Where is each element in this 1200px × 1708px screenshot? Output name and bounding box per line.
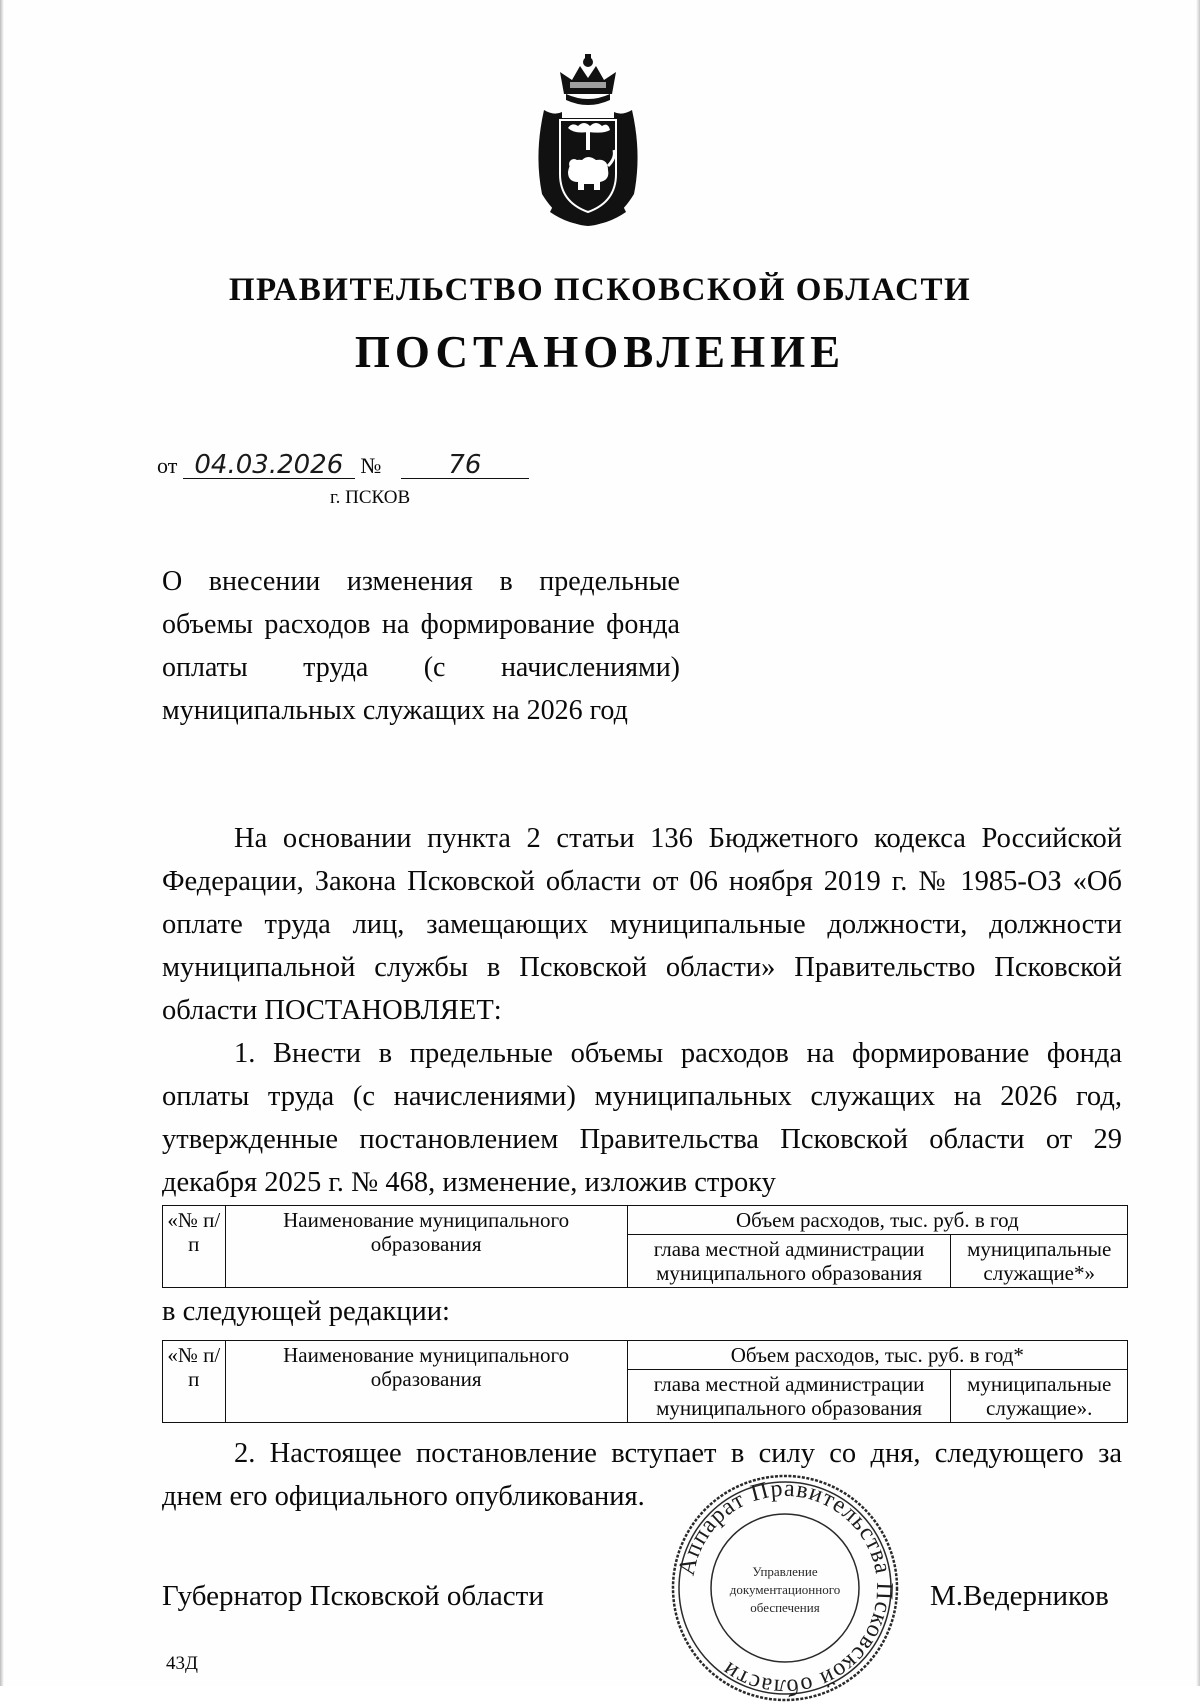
official-seal-stamp — [665, 1468, 905, 1708]
redaction-label: в следующей редакции: — [162, 1296, 450, 1327]
seal-inner-line-3: обеспечения — [750, 1600, 820, 1615]
table-new-number-header: «№ п/п — [163, 1341, 226, 1423]
table-old-group-header: Объем расходов, тыс. руб. в год — [627, 1206, 1127, 1235]
table-new-name-header: Наименование муниципального образования — [225, 1341, 627, 1423]
document-date: 04.03.2026 — [183, 452, 355, 479]
new-row-table — [162, 1340, 1128, 1423]
table-new-group-header: Объем расходов, тыс. руб. в год* — [627, 1341, 1127, 1370]
table-old-name-header: Наименование муниципального образования — [225, 1206, 627, 1288]
signatory-position: Губернатор Псковской области — [162, 1580, 544, 1612]
document-code: 43Д — [166, 1653, 198, 1674]
document-body — [162, 817, 1122, 1204]
document-type-title: ПОСТАНОВЛЕНИЕ — [354, 327, 846, 377]
number-sign: № — [360, 453, 382, 478]
item-1-paragraph: 1. Внести в предельные объемы расходов на формирование фонда оплаты труда (с начислениями) муниципальных служащих на 2026 год, утвержденные постановлением Правительства Псковской области от 29 декабря 2025 г. № 468, изменение, изложив строку — [162, 1038, 1122, 1198]
preamble-paragraph: На основании пункта 2 статьи 136 Бюджетного кодекса Российской Федерации, Закона Псковской области от 06 ноября 2019 г. № 1985-ОЗ «Об оплате труда лиц, замещающих муниципальные должности, должности муниципальной службы в Псковской области» Правительство Псковской области ПОСТАНОВЛЯЕТ: — [162, 823, 1122, 1026]
document-number: 76 — [401, 452, 529, 479]
item-2-paragraph: 2. Настоящее постановление вступает в силу со дня, следующего за днем его официального опубликования. — [162, 1438, 1122, 1512]
organization-title: ПРАВИТЕЛЬСТВО ПСКОВСКОЙ ОБЛАСТИ — [228, 272, 972, 308]
table-old-head-header: глава местной администрации муниципального образования — [627, 1235, 951, 1288]
signatory-name: М.Ведерников — [930, 1580, 1109, 1612]
scan-edge-right — [1196, 0, 1200, 1686]
table-new-head-header: глава местной администрации муниципального образования — [627, 1370, 951, 1423]
city-label: г. ПСКОВ — [330, 487, 411, 508]
seal-outer-text: Аппарат Правительства Псковской области — [673, 1475, 898, 1701]
scan-edge-left — [0, 0, 4, 1686]
table-new-staff-header: муниципальные служащие». — [951, 1370, 1128, 1423]
date-number-line — [157, 452, 529, 479]
coat-of-arms-icon — [530, 54, 646, 230]
table-old-staff-header: муниципальные служащие*» — [951, 1235, 1128, 1288]
seal-inner-line-1: Управление — [752, 1564, 818, 1579]
seal-inner-line-2: документационного — [729, 1582, 841, 1597]
old-row-table — [162, 1205, 1128, 1288]
document-subject: О внесении изменения в предельные объемы расходов на формирование фонда оплаты труда (с начислениями) муниципальных служащих на 2026 год — [162, 566, 680, 726]
date-prefix: от — [157, 453, 178, 478]
table-old-number-header: «№ п/п — [163, 1206, 226, 1288]
